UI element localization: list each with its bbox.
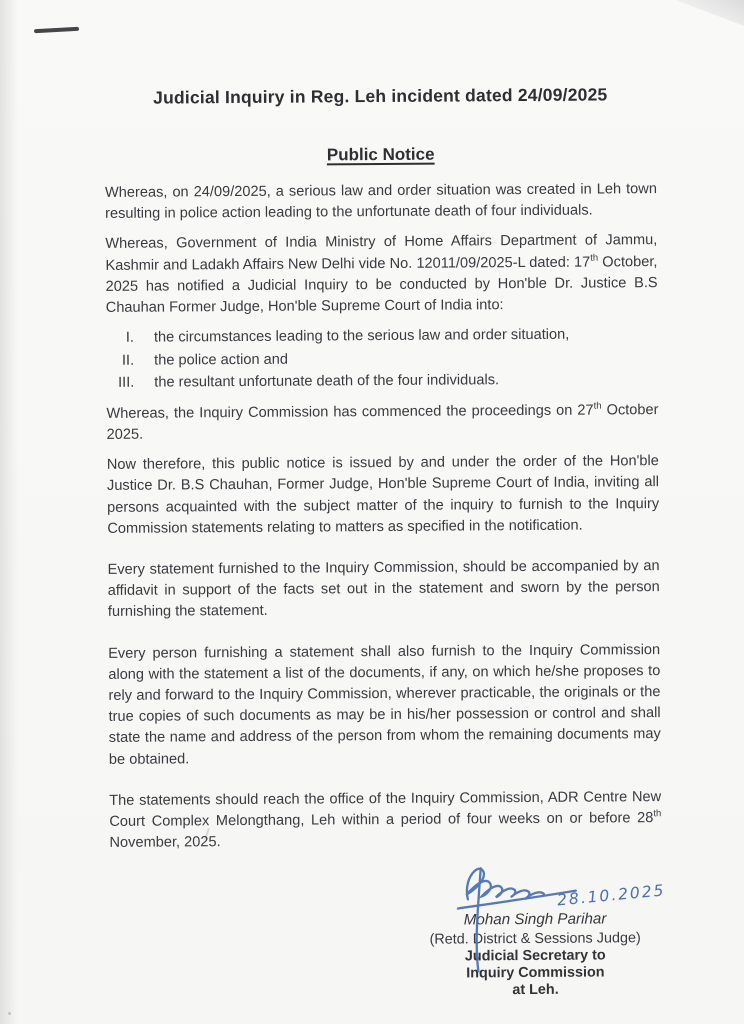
ordinal-superscript: th: [590, 252, 599, 264]
signatory-name: Mohan Singh Parihar: [463, 910, 607, 929]
signatory-designation: (Retd. District & Sessions Judge): [429, 930, 641, 949]
notice-heading-text: Public Notice: [326, 144, 435, 165]
paragraph-deadline-text-cont: November, 2025.: [109, 834, 221, 852]
signature-block: [410, 860, 667, 1000]
signature-date: 28.10.2025: [556, 881, 667, 910]
paragraph-commencement-text-cont: October 2025.: [106, 401, 659, 443]
list-item: [106, 368, 658, 394]
page-corner-shade: [666, 0, 744, 26]
list-item-text: the police action and: [154, 351, 289, 369]
scan-artifact-dot: [8, 1012, 11, 1015]
paragraph-notification-text: Whereas, Government of India Ministry of Home Affairs Department of Jammu, Kashmir and Ladakh Affairs New Delhi vide No. 12011/09/2025-L dated: 17: [105, 232, 658, 274]
paragraph-notification-text-cont: October, 2025 has notified a Judicial Inquiry to be conducted by Hon'ble Dr. Justice B.S Chauhan Former Judge, Hon'ble Supreme Court of India into:: [105, 253, 658, 316]
list-item-text: the resultant unfortunate death of the four individuals.: [154, 372, 500, 391]
ordinal-superscript: th: [653, 808, 662, 820]
paragraph-incident: Whereas, on 24/09/2025, a serious law and order situation was created in Leh town resulting in police action leading to the unfortunate death of four individuals.: [104, 181, 657, 223]
signatory-role-line1: Judicial Secretary to: [464, 947, 606, 965]
paragraph-commencement: [106, 400, 658, 446]
notice-heading: [105, 143, 657, 167]
paragraph-commencement-text: Whereas, the Inquiry Commission has commenced the proceedings on 27: [106, 402, 594, 422]
paragraph-deadline-text: The statements should reach the office of the Inquiry Commission, ADR Centre New Court Complex Melongthang, Leh within a period of four weeks on or before 28: [109, 788, 662, 830]
paragraph-notification: [105, 230, 658, 319]
signature-area: [410, 860, 667, 912]
list-item-text: the circumstances leading to the serious law and order situation,: [153, 326, 570, 346]
document-content: [104, 0, 667, 1002]
list-item-numeral: II.: [121, 352, 135, 369]
paragraph-deadline: [109, 787, 661, 854]
ordinal-superscript: th: [593, 400, 602, 412]
paragraph-invitation: Now therefore, this public notice is issued by and under the order of the Hon'ble Justice Dr. B.S Chauhan, Former Judge, Hon'ble Supreme Court of India, inviting all persons acquainted with the subject matter of the inquiry to furnish to the Inquiry Commission statements relating to matters as specified in the notification.: [106, 453, 660, 537]
list-item-numeral: I.: [125, 329, 135, 347]
scan-artifact-dash: [34, 27, 79, 33]
list-item-numeral: III.: [117, 374, 135, 392]
paragraph-documents: Every person furnishing a statement shall also furnish to the Inquiry Commission along with the statement a list of the documents, if any, on which he/she proposes to rely and forward to the Inquiry Commission, wherever practicable, the originals or the true copies of such documents as may be in his/her possession or control and shall state the name and address of the person from whom the remaining documents may be obtained.: [108, 641, 661, 768]
signatory-role-line3: at Leh.: [512, 982, 559, 999]
page-title: Judicial Inquiry in Reg. Leh incident dated 24/09/2025: [153, 84, 608, 108]
paragraph-affidavit: Every statement furnished to the Inquiry Commission, should be accompanied by an affidavit in support of the facts set out in the statement and sworn by the person furnishing the statement.: [107, 558, 660, 621]
inquiry-scope-list: [106, 323, 658, 394]
signatory-role-line2: Inquiry Commission: [466, 964, 605, 982]
